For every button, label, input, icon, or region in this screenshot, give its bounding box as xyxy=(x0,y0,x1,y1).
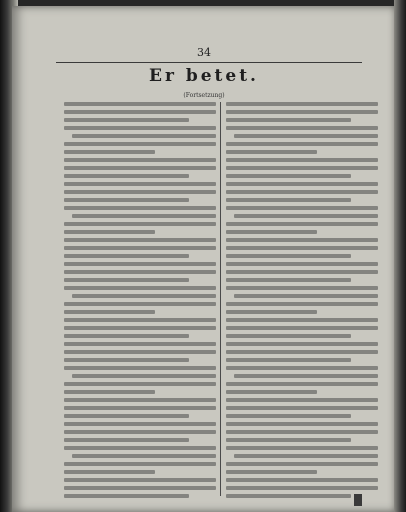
text-line xyxy=(72,374,216,378)
text-line xyxy=(226,462,378,466)
text-line xyxy=(226,494,351,498)
text-line xyxy=(226,438,351,442)
text-line xyxy=(226,102,378,106)
text-line xyxy=(226,478,378,482)
text-line xyxy=(226,446,378,450)
text-line xyxy=(226,110,378,114)
text-line xyxy=(226,246,378,250)
text-line xyxy=(226,326,378,330)
text-line xyxy=(234,294,378,298)
text-line xyxy=(226,398,378,402)
text-line xyxy=(226,318,378,322)
text-line xyxy=(64,174,189,178)
text-line xyxy=(226,350,378,354)
text-line xyxy=(226,238,378,242)
text-line xyxy=(64,126,216,130)
text-line xyxy=(226,270,378,274)
text-line xyxy=(226,390,317,394)
text-line xyxy=(64,350,216,354)
text-line xyxy=(226,126,378,130)
page-corner-mark xyxy=(354,494,362,506)
text-line xyxy=(234,134,378,138)
text-line xyxy=(226,150,317,154)
text-line xyxy=(64,302,216,306)
text-line xyxy=(72,294,216,298)
text-line xyxy=(234,214,378,218)
text-line xyxy=(64,486,216,490)
text-line xyxy=(226,230,317,234)
text-line xyxy=(64,270,216,274)
text-line xyxy=(64,414,189,418)
text-line xyxy=(64,390,155,394)
text-line xyxy=(226,366,378,370)
text-line xyxy=(226,174,351,178)
text-line xyxy=(226,182,378,186)
text-line xyxy=(64,230,155,234)
text-line xyxy=(64,446,216,450)
text-line xyxy=(64,430,216,434)
text-line xyxy=(64,166,216,170)
text-line xyxy=(64,478,216,482)
text-line xyxy=(226,342,378,346)
text-line xyxy=(64,182,216,186)
text-line xyxy=(64,438,189,442)
text-line xyxy=(64,318,216,322)
text-line xyxy=(226,142,378,146)
text-line xyxy=(64,470,155,474)
text-line xyxy=(64,110,216,114)
text-line xyxy=(64,494,189,498)
text-line xyxy=(64,262,216,266)
text-line xyxy=(226,382,378,386)
book-page xyxy=(12,6,396,512)
text-line xyxy=(226,302,378,306)
text-line xyxy=(64,142,216,146)
text-line xyxy=(226,470,317,474)
text-line xyxy=(64,398,216,402)
page-edge-shadow xyxy=(394,0,406,512)
text-line xyxy=(64,358,189,362)
text-line xyxy=(226,198,351,202)
text-line xyxy=(64,246,216,250)
text-line xyxy=(64,102,216,106)
text-line xyxy=(226,414,351,418)
text-line xyxy=(64,206,216,210)
continuation-note: (Fortsetzung) xyxy=(183,92,225,99)
chapter-title: Er betet. xyxy=(149,66,259,86)
text-line xyxy=(64,158,216,162)
text-line xyxy=(226,334,351,338)
text-line xyxy=(226,118,351,122)
text-column-left xyxy=(64,102,216,498)
text-line xyxy=(226,406,378,410)
text-line xyxy=(64,190,216,194)
text-line xyxy=(64,310,155,314)
text-line xyxy=(226,158,378,162)
text-line xyxy=(226,278,351,282)
text-line xyxy=(64,366,216,370)
text-line xyxy=(72,454,216,458)
text-line xyxy=(64,406,216,410)
text-line xyxy=(226,358,351,362)
text-line xyxy=(64,422,216,426)
text-line xyxy=(64,326,216,330)
text-line xyxy=(226,166,378,170)
text-line xyxy=(64,222,216,226)
text-line xyxy=(64,382,216,386)
text-line xyxy=(226,286,378,290)
text-line xyxy=(64,462,216,466)
text-line xyxy=(64,342,216,346)
text-line xyxy=(226,254,351,258)
text-line xyxy=(226,222,378,226)
text-line xyxy=(226,206,378,210)
text-line xyxy=(234,374,378,378)
text-line xyxy=(64,278,189,282)
text-line xyxy=(64,198,189,202)
text-line xyxy=(72,134,216,138)
text-line xyxy=(64,118,189,122)
text-line xyxy=(226,430,378,434)
text-line xyxy=(226,190,378,194)
text-line xyxy=(72,214,216,218)
text-column-right xyxy=(226,102,378,498)
page-number: 34 xyxy=(197,46,211,59)
text-line xyxy=(226,310,317,314)
text-line xyxy=(64,286,216,290)
header-rule xyxy=(56,62,362,63)
text-line xyxy=(226,486,378,490)
text-line xyxy=(226,262,378,266)
text-line xyxy=(64,334,189,338)
column-divider xyxy=(220,102,221,496)
text-line xyxy=(64,150,155,154)
text-line xyxy=(234,454,378,458)
text-line xyxy=(64,254,189,258)
text-line xyxy=(64,238,216,242)
text-line xyxy=(226,422,378,426)
